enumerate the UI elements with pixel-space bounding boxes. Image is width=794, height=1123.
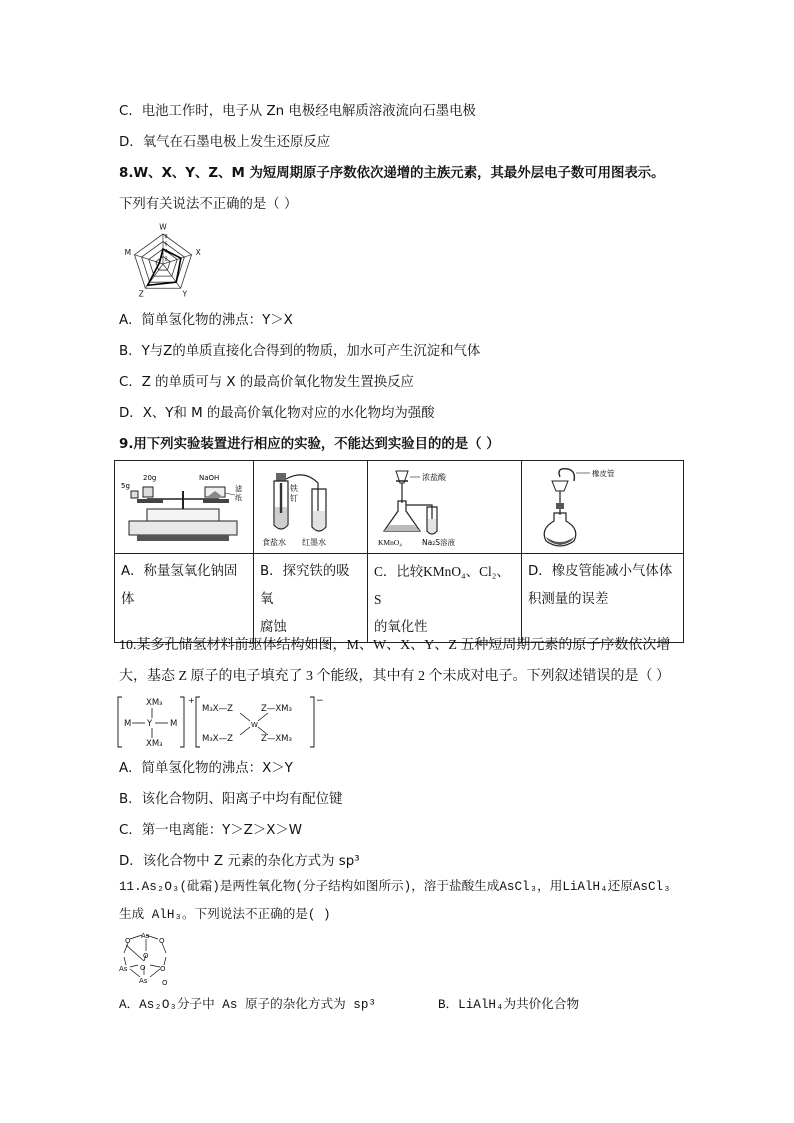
q10-option-a: A．简单氢化物的沸点：X＞Y <box>119 761 293 776</box>
label-filter-2: 纸 <box>235 494 242 502</box>
radar-axis-label: Y <box>182 289 188 299</box>
q8-stem-line1: 8.W、X、Y、Z、M 为短周期原子序数依次递增的主族元素，其最外层电子数可用图表示。 <box>119 166 665 181</box>
q8-option-a: A．简单氢化物的沸点：Y＞X <box>119 313 293 328</box>
anion-charge: − <box>316 696 324 706</box>
q9-figure-cell-b <box>254 461 368 554</box>
label-rubber-tube: 橡皮管 <box>592 469 615 478</box>
q10-stem-line2: 大，基态 Z 原子的电子填充了 3 个能级，其中有 2 个未成对电子。下列叙述错误的是（ ） <box>119 669 671 684</box>
iron-corrosion-apparatus <box>260 467 364 549</box>
q10-ionic-structure <box>116 694 322 750</box>
label-iron-1: 铁 <box>290 484 298 493</box>
anion-upper-right: Z—XM₃ <box>261 704 292 714</box>
radar-tick-label: 6 <box>164 241 168 248</box>
q9-option-b: B．探究铁的吸氧 腐蚀 <box>254 554 368 643</box>
atom-as-left: As <box>119 965 128 973</box>
label-conc-hcl: 浓盐酸 <box>422 473 446 482</box>
oxidizing-comparison-apparatus <box>374 467 516 549</box>
q8-option-b: B．Y与Z的单质直接化合得到的物质，加水可产生沉淀和气体 <box>119 344 481 359</box>
q10-option-c: C．第一电离能：Y＞Z＞X＞W <box>119 823 303 838</box>
atom-o-6: O <box>162 979 168 987</box>
label-na2s-solution: Na₂S溶液 <box>422 538 455 547</box>
q9-stem: 9.用下列实验装置进行相应的实验，不能达到实验目的的是（ ） <box>119 437 500 452</box>
cation-charge: + <box>188 696 195 705</box>
label-20g: 20g <box>143 474 157 482</box>
label-iron-2: 钉 <box>290 494 298 503</box>
radar-axis-label: W <box>159 222 167 232</box>
q11-stem-line2: 生成 AlH₃。下列说法不正确的是( ) <box>119 908 331 922</box>
q10-stem-line1: 10.某多孔储氢材料前驱体结构如图，M、W、X、Y、Z 五种短周期元素的原子序数依次增 <box>119 638 671 653</box>
atom-as-bottom: As <box>139 977 148 985</box>
radar-tick-label: 4 <box>164 249 168 255</box>
radar-axis-label: Z <box>138 289 144 299</box>
atom-o-4: O <box>160 965 166 973</box>
q8-stem-line2: 下列有关说法不正确的是（ ） <box>119 197 298 212</box>
atom-o-2: O <box>159 937 165 945</box>
rubber-tube-flask-apparatus <box>528 467 678 549</box>
cation-right-atom: M <box>170 719 178 729</box>
anion-upper-left: M₃X—Z <box>202 704 233 714</box>
atom-o-3: O <box>143 952 149 960</box>
q8-radar-chart <box>116 222 210 302</box>
balance-apparatus <box>119 469 249 547</box>
q7-option-d: D．氧气在石墨电极上发生还原反应 <box>119 135 331 150</box>
q9-figure-cell-c <box>368 461 522 554</box>
q9-apparatus-table <box>114 460 684 643</box>
radar-axis-label: M <box>124 248 132 258</box>
cation-bottom-group: XM₃ <box>146 739 163 749</box>
q10-option-d: D．该化合物中 Z 元素的杂化方式为 sp³ <box>119 854 360 869</box>
atom-as-top: As <box>141 932 150 940</box>
cation-center-atom: Y <box>147 719 153 729</box>
atom-o-1: O <box>125 937 131 945</box>
q9-option-c: C．比较KMnO₄、Cl₂、S 的氧化性 <box>368 554 522 643</box>
label-kmno4: KMnO₄ <box>378 538 402 547</box>
radar-tick-label: 8 <box>164 234 168 240</box>
radar-axis-label: X <box>195 248 201 258</box>
q11-stem-line1: 11.As₂O₃(砒霜)是两性氧化物(分子结构如图所示)，溶于盐酸生成AsCl₃，用LiAlH₄还原AsCl₃ <box>119 880 671 894</box>
q9-option-a: A．称量氢氧化钠固 体 <box>115 554 254 643</box>
anion-center-atom: W <box>251 721 258 729</box>
cation-left-atom: M <box>124 719 132 729</box>
label-naoh: NaOH <box>199 474 220 482</box>
radar-tick-label: 2 <box>164 256 168 263</box>
q9-figure-cell-d <box>522 461 684 554</box>
q9-figure-cell-a <box>115 461 254 554</box>
anion-lower-right: Z—XM₃ <box>261 734 292 744</box>
anion-lower-left: M₃X—Z <box>202 734 233 744</box>
q11-as2o3-molecule <box>116 931 192 989</box>
q10-option-b: B．该化合物阴、阳离子中均有配位键 <box>119 792 343 807</box>
q11-option-b: B．LiAlH₄为共价化合物 <box>438 998 580 1012</box>
atom-o-5: O <box>140 964 146 972</box>
q7-option-c: C．电池工作时，电子从 Zn 电极经电解质溶液流向石墨电极 <box>119 104 476 119</box>
q8-option-c: C．Z 的单质可与 X 的最高价氧化物发生置换反应 <box>119 375 414 390</box>
label-5g: 5g <box>121 482 130 490</box>
q9-option-d: D．橡皮管能减小气体体 积测量的误差 <box>522 554 684 643</box>
q11-option-a: A．As₂O₃分子中 As 原子的杂化方式为 sp³ <box>119 998 376 1012</box>
label-filter-1: 滤 <box>235 485 242 493</box>
label-salt-water: 食盐水 <box>262 538 286 547</box>
q8-option-d: D．X、Y和 M 的最高价氧化物对应的水化物均为强酸 <box>119 406 435 421</box>
cation-top-group: XM₃ <box>146 698 163 708</box>
label-red-ink: 红墨水 <box>302 538 326 547</box>
